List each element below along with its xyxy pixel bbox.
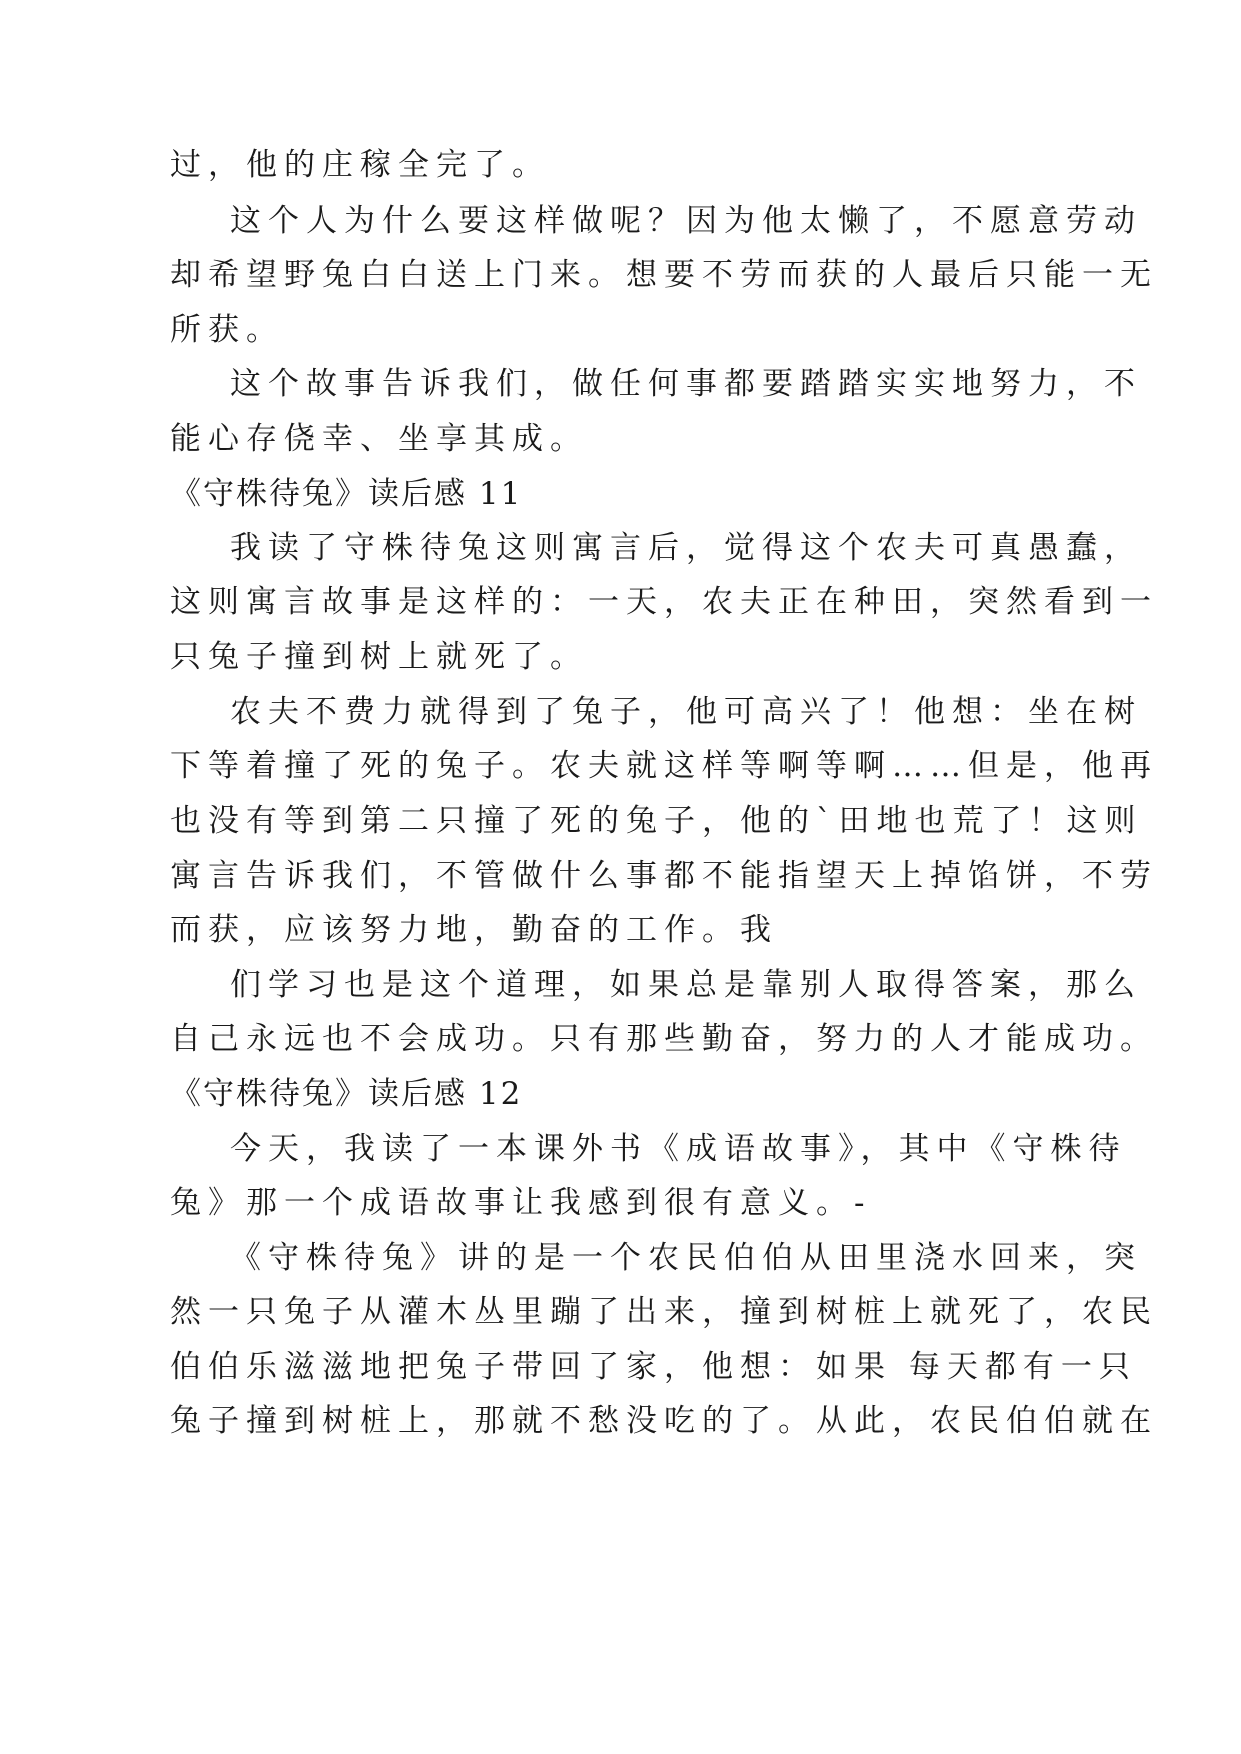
text-line: 然一只兔子从灌木丛里蹦了出来，撞到树桩上就死了，农民 [170, 1294, 1158, 1330]
text-line: 们学习也是这个道理，如果总是靠别人取得答案，那么 [230, 967, 1142, 1003]
text-line: 这个人为什么要这样做呢？因为他太懒了，不愿意劳动 [230, 203, 1142, 239]
text-line: 寓言告诉我们，不管做什么事都不能指望天上掉馅饼，不劳 [170, 858, 1158, 894]
text-line: 这个故事告诉我们，做任何事都要踏踏实实地努力，不 [230, 366, 1142, 402]
text-line: 只兔子撞到树上就死了。 [170, 639, 588, 675]
text-line: 兔》那一个成语故事让我感到很有意义。- [170, 1185, 872, 1221]
text-line: 下等着撞了死的兔子。农夫就这样等啊等啊……但是，他再 [170, 748, 1158, 784]
text-line: 自己永远也不会成功。只有那些勤奋，努力的人才能成功。 [170, 1021, 1158, 1057]
text-line: 伯伯乐滋滋地把兔子带回了家，他想：如果 每天都有一只 [170, 1349, 1137, 1385]
text-line: 今天，我读了一本课外书《成语故事》，其中《守株待 [230, 1131, 1127, 1167]
text-line: 《守株待兔》讲的是一个农民伯伯从田里浇水回来，突 [230, 1240, 1142, 1276]
section-heading: 《守株待兔》读后感 12 [170, 1076, 523, 1112]
text-line: 这则寓言故事是这样的：一天，农夫正在种田，突然看到一 [170, 584, 1158, 620]
text-line: 我读了守株待兔这则寓言后，觉得这个农夫可真愚蠢， [230, 530, 1142, 566]
text-line: 而获，应该努力地，勤奋的工作。我 [170, 912, 778, 948]
text-line: 所获。 [170, 312, 284, 348]
section-heading: 《守株待兔》读后感 11 [170, 476, 523, 512]
text-line: 农夫不费力就得到了兔子，他可高兴了！他想：坐在树 [230, 694, 1142, 730]
text-line: 兔子撞到树桩上，那就不愁没吃的了。从此，农民伯伯就在 [170, 1403, 1158, 1439]
text-line: 能心存侥幸、坐享其成。 [170, 421, 588, 457]
text-line: 也没有等到第二只撞了死的兔子，他的`田地也荒了！这则 [170, 803, 1143, 839]
text-line: 却希望野兔白白送上门来。想要不劳而获的人最后只能一无 [170, 257, 1158, 293]
text-line: 过，他的庄稼全完了。 [170, 147, 550, 183]
